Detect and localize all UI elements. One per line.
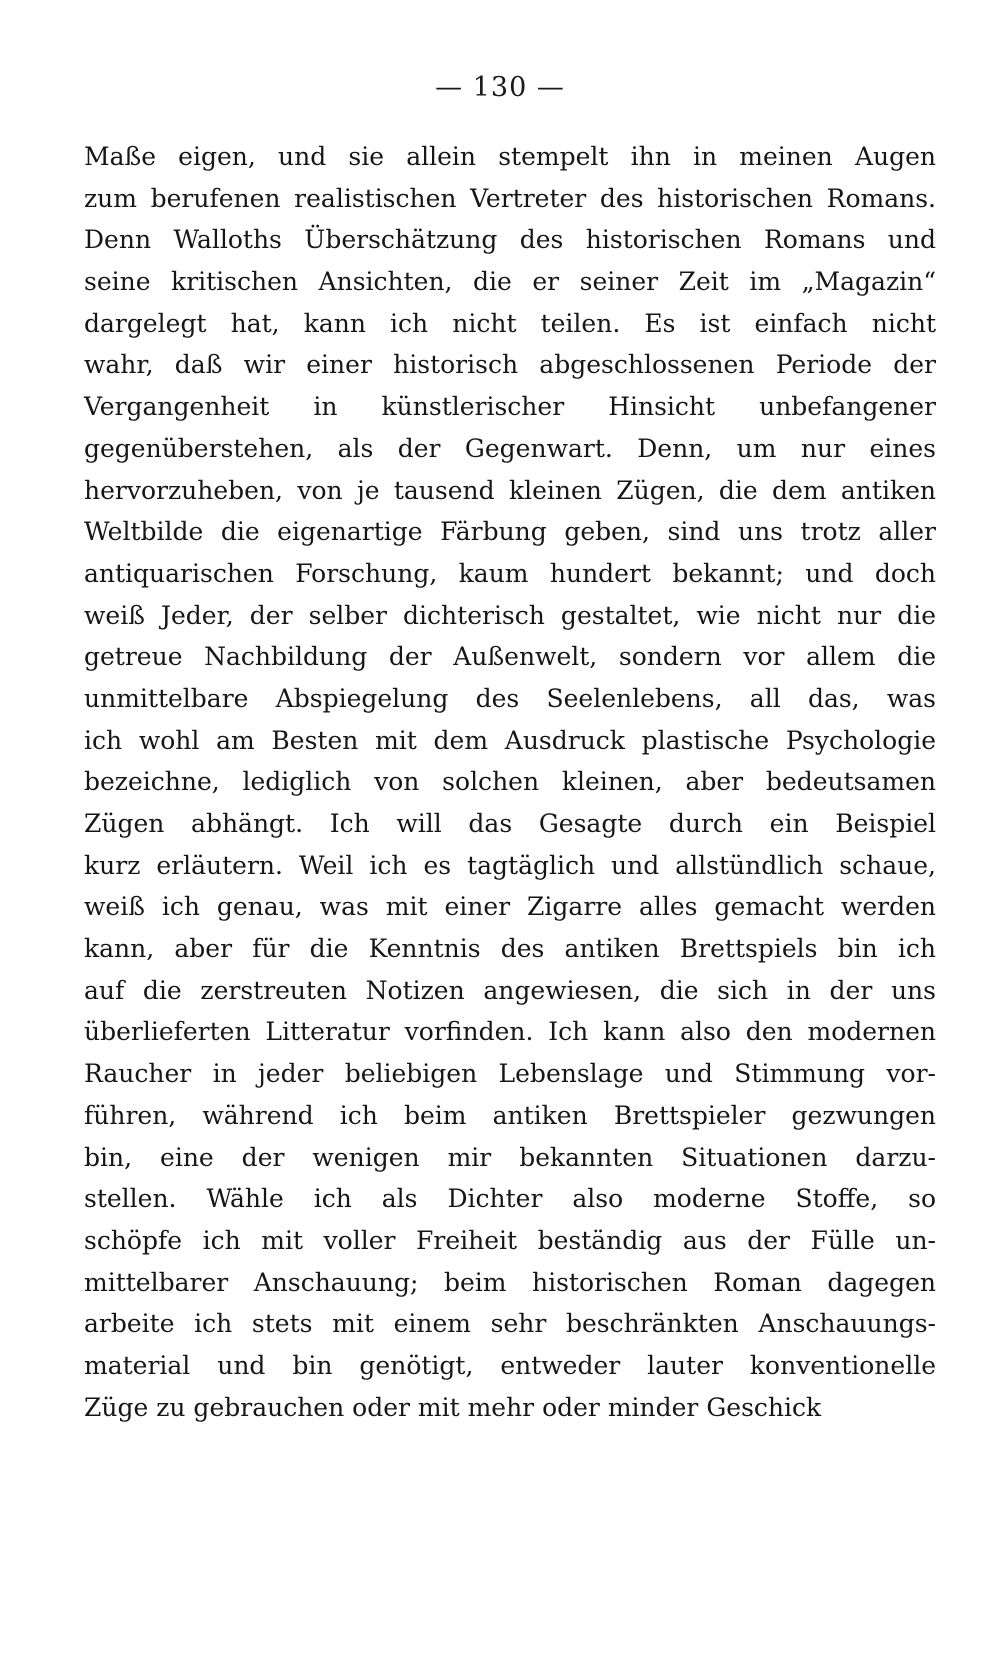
text-line: Weltbilde die eigenartige Färbung geben, sind uns trotz aller [84,517,936,547]
text-line: wahr, daß wir einer historisch abgeschlossenen Periode der [84,350,936,380]
text-line: material und bin genötigt, entweder lauter konventionelle [84,1350,936,1380]
text-line: dargelegt hat, kann ich nicht teilen. Es ist einfach nicht [84,308,936,338]
text-line: Vergangenheit in künstlerischer Hinsicht unbefangener [84,392,936,422]
text-line: gegenüberstehen, als der Gegenwart. Denn, um nur eines [84,433,936,463]
text-line: bezeichne, lediglich von solchen kleinen, aber bedeutsamen [84,767,936,797]
text-line: zum berufenen realistischen Vertreter des historischen Romans. [84,183,936,213]
text-line: kurz erläutern. Weil ich es tagtäglich und allstündlich schaue, [84,850,936,880]
page-number: — 130 — [435,72,565,103]
body-text [84,136,936,1428]
text-line: kann, aber für die Kenntnis des antiken Brettspiels bin ich [84,934,936,964]
text-line: ich wohl am Besten mit dem Ausdruck plastische Psychologie [84,725,936,755]
text-line: Maße eigen, und sie allein stempelt ihn in meinen Augen [84,142,936,171]
text-line: bin, eine der wenigen mir bekannten Situationen darzu- [84,1142,936,1172]
text-line: unmittelbare Abspiegelung des Seelenlebens, all das, was [84,683,936,713]
text-line: weiß Jeder, der selber dichterisch gestaltet, wie nicht nur die [84,600,936,630]
text-line: Raucher in jeder beliebigen Lebenslage und Stimmung vor- [84,1059,936,1089]
text-line: mittelbarer Anschauung; beim historischen Roman dagegen [84,1267,936,1297]
text-line: überlieferten Litteratur vorfinden. Ich kann also den modernen [84,1017,936,1047]
text-line: arbeite ich stets mit einem sehr beschränkten Anschauungs- [84,1309,936,1339]
text-line: Denn Walloths Überschätzung des historischen Romans und [84,225,936,255]
text-line: stellen. Wähle ich als Dichter also moderne Stoffe, so [84,1184,936,1214]
text-line: weiß ich genau, was mit einer Zigarre alles gemacht werden [84,892,936,922]
text-line: hervorzuheben, von je tausend kleinen Zügen, die dem antiken [84,475,936,505]
text-line: getreue Nachbildung der Außenwelt, sondern vor allem die [84,642,936,672]
text-line: Zügen abhängt. Ich will das Gesagte durch ein Beispiel [84,809,936,838]
text-line: schöpfe ich mit voller Freiheit beständig aus der Fülle un- [84,1225,936,1255]
text-line: führen, während ich beim antiken Brettspieler gezwungen [84,1100,936,1130]
text-line: seine kritischen Ansichten, die er seiner Zeit im „Magazin“ [84,267,936,297]
text-line: Züge zu gebrauchen oder mit mehr oder minder Geschick [84,1392,822,1422]
text-line: antiquarischen Forschung, kaum hundert bekannt; und doch [84,558,936,588]
text-line: auf die zerstreuten Notizen angewiesen, die sich in der uns [84,975,936,1005]
